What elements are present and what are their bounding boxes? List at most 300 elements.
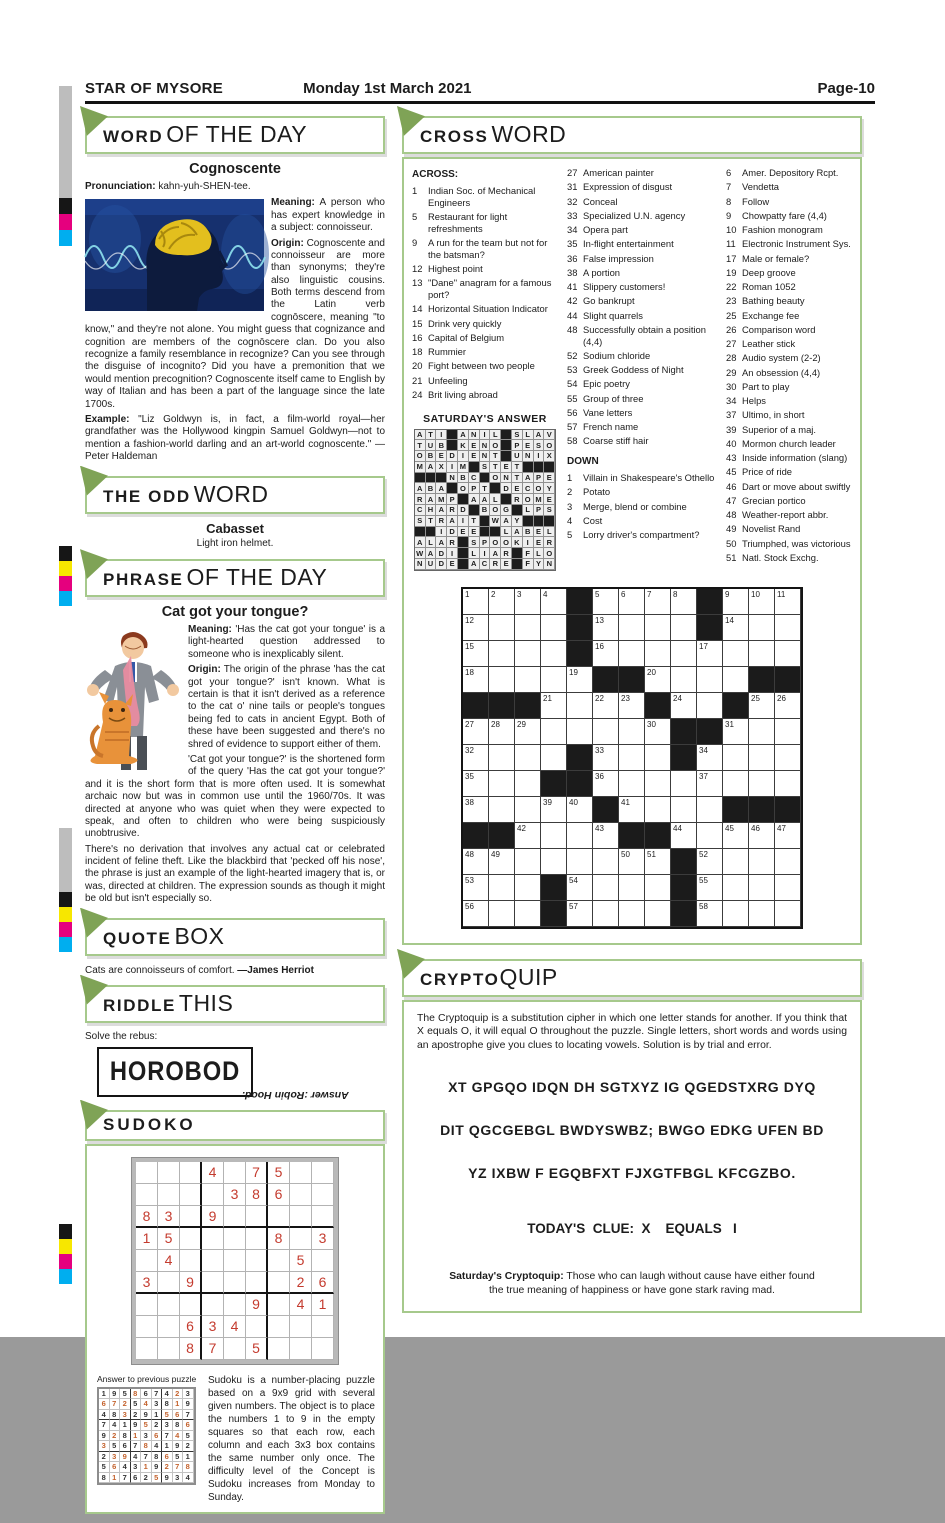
sudoku-cell[interactable]: 8 [268,1228,290,1250]
issue-date: Monday 1st March 2021 [303,80,472,97]
crossword-cell[interactable]: 55 [697,875,723,901]
crossword-cell[interactable] [723,901,749,927]
sudoku-cell[interactable] [290,1338,312,1360]
sudoku-cell[interactable] [180,1228,202,1250]
crossword-cell[interactable]: 21 [541,693,567,719]
crossword-cell[interactable]: 47 [775,823,801,849]
down-label: DOWN [567,456,599,467]
answer-letter-cell: K [458,440,469,451]
header-bold-text: CROSS [420,127,489,146]
crossword-cell[interactable] [489,615,515,641]
sudoku-cell[interactable] [224,1250,246,1272]
crossword-cell[interactable]: 32 [463,745,489,771]
crossword-cell[interactable]: 28 [489,719,515,745]
crossword-cell[interactable]: 43 [593,823,619,849]
crossword-block-cell [671,719,697,745]
crossword-cell[interactable] [775,719,801,745]
crossword-cell[interactable]: 45 [723,823,749,849]
crossword-cell[interactable] [515,641,541,667]
crossword-cell[interactable] [489,745,515,771]
crossword-cell[interactable] [671,797,697,823]
crossword-cell[interactable] [593,719,619,745]
crossword-cell[interactable] [775,901,801,927]
sudoku-cell[interactable] [136,1338,158,1360]
sudoku-answer-cell: 2 [110,1431,121,1442]
crossword-cell[interactable] [593,901,619,927]
sudoku-cell[interactable]: 7 [246,1162,268,1184]
crossword-cell[interactable] [619,719,645,745]
sudoku-cell[interactable] [158,1272,180,1294]
clue-item: 53 Greek Goddess of Night [567,364,684,375]
sudoku-cell[interactable] [224,1272,246,1294]
answer-block-cell [501,440,512,451]
sudoku-cell[interactable] [202,1228,224,1250]
sudoku-cell[interactable] [202,1250,224,1272]
sudoku-cell[interactable]: 4 [224,1316,246,1338]
saturdays-cryptoquip-label: Saturday's Cryptoquip: [449,1271,564,1283]
crossword-cell[interactable]: 50 [619,849,645,875]
crossword-cell[interactable] [697,693,723,719]
crossword-cell[interactable] [515,771,541,797]
answer-letter-cell: O [490,505,501,516]
answer-letter-cell: T [415,440,426,451]
sudoku-answer-cell: 9 [110,1389,121,1400]
sudoku-cell[interactable]: 6 [268,1184,290,1206]
crossword-cell[interactable]: 20 [645,667,671,693]
sudoku-cell[interactable] [136,1294,158,1316]
sudoku-answer-cell: 6 [152,1431,163,1442]
answer-letter-cell: N [480,440,491,451]
sudoku-cell[interactable] [268,1294,290,1316]
pronunciation-line [85,181,385,193]
crossword-cell[interactable] [645,641,671,667]
sudoku-cell[interactable]: 3 [312,1228,334,1250]
sudoku-cell[interactable]: 3 [136,1272,158,1294]
crossword-cell[interactable] [749,745,775,771]
crossword-cell[interactable]: 48 [463,849,489,875]
sudoku-cell[interactable]: 5 [158,1228,180,1250]
crossword-cell[interactable]: 3 [515,589,541,615]
crossword-cell[interactable] [489,797,515,823]
sudoku-answer-cell: 7 [183,1410,194,1421]
answer-block-cell [469,462,480,473]
phrase-title: Cat got your tongue? [161,604,309,621]
crossword-cell[interactable] [489,771,515,797]
clue-item: 38 A portion [567,266,621,278]
sudoku-cell[interactable] [268,1206,290,1228]
crossword-cell[interactable]: 56 [463,901,489,927]
crossword-cell[interactable]: 19 [567,667,593,693]
crossword-block-cell [567,615,593,641]
crossword-cell[interactable]: 37 [697,771,723,797]
crossword-cell[interactable] [567,719,593,745]
crossword-block-cell [567,641,593,667]
sudoku-cell[interactable] [158,1184,180,1206]
crossword-cell[interactable]: 18 [463,667,489,693]
answer-block-cell [447,483,458,494]
header-bold-text: CRYPTO [420,969,500,989]
crossword-cell[interactable] [541,641,567,667]
crossword-cell[interactable]: 42 [515,823,541,849]
crossword-cell[interactable] [723,667,749,693]
clue-column-2 [567,167,717,571]
crossword-cell[interactable] [541,615,567,641]
answer-letter-cell: C [415,505,426,516]
sudoku-cell[interactable] [290,1206,312,1228]
sudoku-cell[interactable]: 9 [202,1206,224,1228]
answer-letter-cell: O [544,548,555,559]
sudoku-answer-cell: 6 [99,1399,110,1410]
answer-letter-cell: I [458,516,469,527]
sudoku-cell[interactable]: 8 [246,1184,268,1206]
crossword-cell[interactable]: 29 [515,719,541,745]
crossword-cell[interactable] [645,615,671,641]
crossword-cell[interactable] [645,901,671,927]
crossword-cell[interactable]: 15 [463,641,489,667]
sudoku-cell[interactable] [136,1316,158,1338]
crossword-cell[interactable]: 53 [463,875,489,901]
crossword-block-cell [489,693,515,719]
crossword-cell[interactable]: 2 [489,589,515,615]
crossword-block-cell [697,615,723,641]
sudoku-cell[interactable]: 3 [202,1316,224,1338]
crossword-cell[interactable]: 24 [671,693,697,719]
answer-letter-cell: P [447,494,458,505]
answer-letter-cell: E [523,440,534,451]
crossword-cell[interactable] [723,875,749,901]
sudoku-cell[interactable]: 9 [246,1294,268,1316]
crossword-cell[interactable] [749,771,775,797]
crossword-cell[interactable]: 51 [645,849,671,875]
newspaper-title: STAR OF MYSORE [85,80,224,97]
clue-item: 23 Bathing beauty [726,295,805,307]
crossword-cell[interactable] [489,667,515,693]
sudoku-cell[interactable] [312,1338,334,1360]
crossword-block-cell [749,667,775,693]
crossword-cell[interactable]: 27 [463,719,489,745]
crossword-cell[interactable] [489,875,515,901]
answer-letter-cell: D [447,527,458,538]
clue-item: 3 Merge, blend or combine [567,500,687,512]
crossword-cell[interactable] [489,641,515,667]
crossword-cell[interactable]: 17 [697,641,723,667]
crossword-cell[interactable] [619,641,645,667]
crossword-cell[interactable] [515,745,541,771]
sudoku-cell[interactable] [246,1316,268,1338]
answer-letter-cell: N [447,473,458,484]
crossword-cell[interactable] [749,875,775,901]
sudoku-cell[interactable] [246,1228,268,1250]
crossword-cell[interactable]: 38 [463,797,489,823]
crossword-cell[interactable] [515,875,541,901]
sudoku-cell[interactable] [290,1184,312,1206]
answer-letter-cell: B [436,440,447,451]
crossword-cell[interactable] [749,641,775,667]
crossword-block-cell [567,745,593,771]
sudoku-cell[interactable] [136,1184,158,1206]
crossword-cell[interactable] [645,745,671,771]
sudoku-cell[interactable] [180,1206,202,1228]
sudoku-cell[interactable] [312,1184,334,1206]
sudoku-cell[interactable]: 5 [268,1162,290,1184]
crossword-cell[interactable]: 40 [567,797,593,823]
sudoku-cell[interactable] [202,1272,224,1294]
sudoku-cell[interactable]: 1 [136,1228,158,1250]
sudoku-cell[interactable] [202,1294,224,1316]
crossword-cell[interactable] [541,823,567,849]
crossword-cell[interactable] [723,849,749,875]
sudoku-cell[interactable] [136,1162,158,1184]
crossword-block-cell [463,693,489,719]
sudoku-cell[interactable] [136,1250,158,1272]
example-label: Example: [85,414,130,425]
crossword-cell[interactable]: 31 [723,719,749,745]
answer-letter-cell: M [415,462,426,473]
crossword-cell[interactable]: 44 [671,823,697,849]
crossword-cell[interactable]: 10 [749,589,775,615]
answer-letter-cell: C [523,483,534,494]
crossword-cell[interactable] [541,719,567,745]
sudoku-cell[interactable] [224,1206,246,1228]
crossword-cell[interactable] [541,667,567,693]
sudoku-cell[interactable]: 6 [180,1316,202,1338]
sudoku-cell[interactable] [180,1294,202,1316]
crossword-cell[interactable] [671,641,697,667]
crossword-cell[interactable] [541,849,567,875]
sudoku-cell[interactable] [268,1316,290,1338]
answer-letter-cell: T [490,451,501,462]
crossword-cell[interactable]: 54 [567,875,593,901]
crossword-cell[interactable] [567,823,593,849]
crossword-cell[interactable] [723,641,749,667]
sudoku-cell[interactable] [224,1228,246,1250]
sudoku-cell[interactable] [180,1162,202,1184]
crossword-cell[interactable]: 9 [723,589,749,615]
clue-item: 28 Audio system (2-2) [726,352,821,364]
crossword-cell[interactable]: 6 [619,589,645,615]
crossword-cell[interactable]: 4 [541,589,567,615]
crossword-cell[interactable] [567,849,593,875]
sudoku-cell[interactable] [180,1184,202,1206]
crossword-cell[interactable] [749,719,775,745]
sudoku-answer-cell: 6 [162,1452,173,1463]
clue-item: 13 "Dane" anagram for a famous port? [412,277,552,300]
answer-block-cell [415,527,426,538]
crossword-cell[interactable] [593,875,619,901]
crossword-cell[interactable] [775,745,801,771]
crossword-cell[interactable] [515,849,541,875]
crossword-cell[interactable]: 46 [749,823,775,849]
answer-letter-cell: D [436,559,447,570]
clue-item: 16 Capital of Belgium [412,331,505,343]
sudoku-cell[interactable]: 4 [158,1250,180,1272]
sudoku-answer-cell: 7 [110,1399,121,1410]
sudoku-cell[interactable] [312,1162,334,1184]
sudoku-cell[interactable] [268,1272,290,1294]
sudoku-cell[interactable]: 7 [202,1338,224,1360]
crossword-cell[interactable]: 39 [541,797,567,823]
sudoku-cell[interactable] [224,1338,246,1360]
sudoku-answer-cell: 8 [152,1452,163,1463]
crossword-cell[interactable]: 36 [593,771,619,797]
crossword-cell[interactable] [619,615,645,641]
sudoku-cell[interactable] [290,1162,312,1184]
sudoku-cell[interactable] [158,1338,180,1360]
sudoku-answer-cell: 3 [110,1452,121,1463]
clue-item: 43 Inside information (slang) [726,452,848,463]
answer-letter-cell: X [544,451,555,462]
sudoku-cell[interactable] [224,1294,246,1316]
sudoku-cell[interactable] [290,1316,312,1338]
sudoku-cell[interactable]: 5 [246,1338,268,1360]
crossword-block-cell [697,719,723,745]
sudoku-cell[interactable] [224,1162,246,1184]
crossword-cell[interactable] [567,693,593,719]
sudoku-answer-cell: 4 [131,1452,142,1463]
crossword-cell[interactable]: 30 [645,719,671,745]
phrase-header [85,559,385,597]
sudoku-cell[interactable] [158,1294,180,1316]
crossword-cell[interactable] [775,615,801,641]
sudoku-cell[interactable]: 3 [224,1184,246,1206]
crossword-cell[interactable] [671,615,697,641]
crossword-cell[interactable]: 57 [567,901,593,927]
crossword-cell[interactable] [775,641,801,667]
sudoku-cell[interactable] [246,1250,268,1272]
crossword-cell[interactable]: 11 [775,589,801,615]
crossword-cell[interactable] [515,797,541,823]
crossword-cell[interactable]: 5 [593,589,619,615]
sudoku-answer-cell: 3 [162,1420,173,1431]
sudoku-cell[interactable]: 5 [290,1250,312,1272]
clue-item: 21 Unfeeling [412,374,468,386]
sudoku-cell[interactable] [312,1316,334,1338]
crossword-cell[interactable] [515,667,541,693]
crossword-cell[interactable]: 7 [645,589,671,615]
clue-item: 54 Epic poetry [567,378,630,390]
clue-item: 40 Mormon church leader [726,437,836,449]
crossword-cell[interactable] [775,849,801,875]
sudoku-cell[interactable] [158,1162,180,1184]
sudoku-cell[interactable] [312,1250,334,1272]
sudoku-cell[interactable]: 4 [290,1294,312,1316]
crossword-cell[interactable] [645,797,671,823]
answer-letter-cell: R [490,559,501,570]
crossword-cell[interactable]: 16 [593,641,619,667]
sudoku-cell[interactable]: 1 [312,1294,334,1316]
crossword-cell[interactable]: 26 [775,693,801,719]
crossword-cell[interactable] [671,771,697,797]
crossword-cell[interactable] [697,667,723,693]
answer-letter-cell: I [523,537,534,548]
crossword-cell[interactable] [619,901,645,927]
answer-letter-cell: L [490,494,501,505]
answer-letter-cell: D [436,548,447,559]
crossword-cell[interactable] [489,901,515,927]
clue-item: 30 Part to play [726,380,790,392]
crossword-cell[interactable] [593,849,619,875]
sudoku-cell[interactable] [268,1250,290,1272]
sudoku-answer-cell: 8 [99,1473,110,1484]
crossword-cell[interactable]: 25 [749,693,775,719]
answer-letter-cell: C [480,559,491,570]
sudoku-cell[interactable] [268,1338,290,1360]
crossword-cell[interactable]: 34 [697,745,723,771]
sudoku-cell[interactable] [312,1206,334,1228]
sudoku-cell[interactable] [246,1272,268,1294]
crossword-cell[interactable]: 52 [697,849,723,875]
crossword-cell[interactable]: 33 [593,745,619,771]
crossword-cell[interactable] [697,823,723,849]
sudoku-cell[interactable]: 9 [180,1272,202,1294]
sudoku-answer-cell: 8 [183,1462,194,1473]
crossword-block-cell [723,693,749,719]
crossword-cell[interactable] [619,875,645,901]
sudoku-cell[interactable]: 3 [158,1206,180,1228]
crossword-block-cell [749,797,775,823]
sudoku-cell[interactable]: 2 [290,1272,312,1294]
sudoku-cell[interactable] [290,1228,312,1250]
sudoku-cell[interactable] [180,1250,202,1272]
cipher-line: YZ IXBW F EGQBFXT FJXGTFBGL KFCGZBO. [468,1165,796,1182]
crossword-cell[interactable] [619,771,645,797]
clue-item: 14 Horizontal Situation Indicator [412,303,548,315]
crossword-cell[interactable] [541,745,567,771]
crossword-cell[interactable]: 13 [593,615,619,641]
crossword-cell[interactable] [749,901,775,927]
crossword-cell[interactable] [723,771,749,797]
crossword-cell[interactable]: 35 [463,771,489,797]
sudoku-cell[interactable] [202,1184,224,1206]
crossword-cell[interactable] [645,771,671,797]
crossword-cell[interactable] [723,745,749,771]
sudoku-cell[interactable] [158,1316,180,1338]
crossword-cell[interactable] [619,745,645,771]
crossword-cell[interactable]: 58 [697,901,723,927]
sudoku-answer-cell: 8 [131,1389,142,1400]
clue-item: 51 Natl. Stock Exchg. [726,551,819,563]
sudoku-cell[interactable]: 8 [136,1206,158,1228]
sudoku-cell[interactable]: 8 [180,1338,202,1360]
crossword-cell[interactable]: 1 [463,589,489,615]
crossword-cell[interactable]: 8 [671,589,697,615]
crossword-cell[interactable] [645,875,671,901]
quote-box-section [85,918,385,976]
sudoku-cell[interactable]: 4 [202,1162,224,1184]
crossword-cell[interactable]: 12 [463,615,489,641]
crossword-cell[interactable] [697,797,723,823]
sudoku-answer-cell: 9 [173,1441,184,1452]
crossword-cell[interactable]: 23 [619,693,645,719]
crossword-cell[interactable] [515,615,541,641]
phrase-paragraph-3: There's no derivation that involves any actual cat or celebrated incident of feline theft. Like the blackbird that 'pecked off his nose', the phrase is just an example of the light-hearted imagery that is, or was, directed at children. The expression sounds as though it might be old but isn't especially so. [85,843,385,905]
crossword-cell[interactable] [775,875,801,901]
clue-item: 22 Roman 1052 [726,281,796,292]
crossword-cell[interactable]: 49 [489,849,515,875]
sudoku-answer-cell: 5 [152,1473,163,1484]
crossword-cell[interactable] [749,849,775,875]
crossword-cell[interactable] [515,901,541,927]
sudoku-cell[interactable]: 6 [312,1272,334,1294]
crossword-cell[interactable]: 14 [723,615,749,641]
crossword-cell[interactable] [749,615,775,641]
crossword-cell[interactable]: 41 [619,797,645,823]
crossword-cell[interactable]: 22 [593,693,619,719]
header-light-text: QUIP [499,963,558,990]
sudoku-cell[interactable] [246,1206,268,1228]
crossword-cell[interactable] [671,667,697,693]
crossword-cell[interactable] [775,771,801,797]
